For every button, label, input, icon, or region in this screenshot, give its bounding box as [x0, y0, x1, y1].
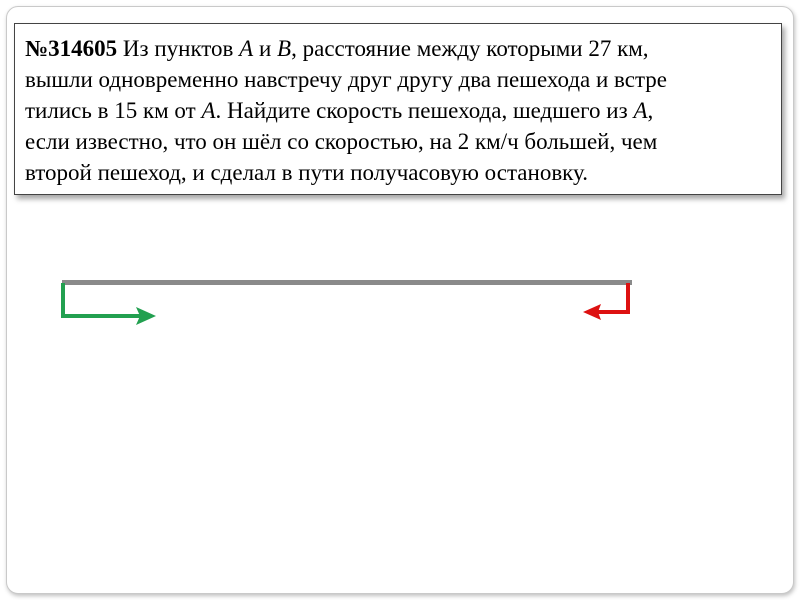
point-a-label: А	[633, 98, 648, 123]
text-run: и	[253, 36, 278, 61]
walker-b-arrow	[583, 283, 628, 320]
text-run: тились в 15 км от	[25, 98, 202, 123]
text-run: . Найдите скорость пешехода, шедшего из	[215, 98, 634, 123]
point-b-label: В	[277, 36, 292, 61]
text-run: ,	[647, 98, 654, 123]
text-run: вышли одновременно навстречу друг другу два пешехода и встре	[25, 67, 668, 92]
text-run: Из пунктов	[117, 36, 240, 61]
road-line	[62, 283, 632, 285]
problem-number: №314605	[25, 36, 118, 61]
text-run: , расстояние между которыми 27 км,	[291, 36, 649, 61]
text-run: второй пешеход, и сделал в пути получасовую остановку.	[25, 160, 588, 185]
point-a-label: А	[239, 36, 254, 61]
text-run: если известно, что он шёл со скоростью, на 2 км/ч большей, чем	[25, 129, 658, 154]
point-a-label: А	[201, 98, 216, 123]
walker-a-arrow	[63, 283, 156, 325]
